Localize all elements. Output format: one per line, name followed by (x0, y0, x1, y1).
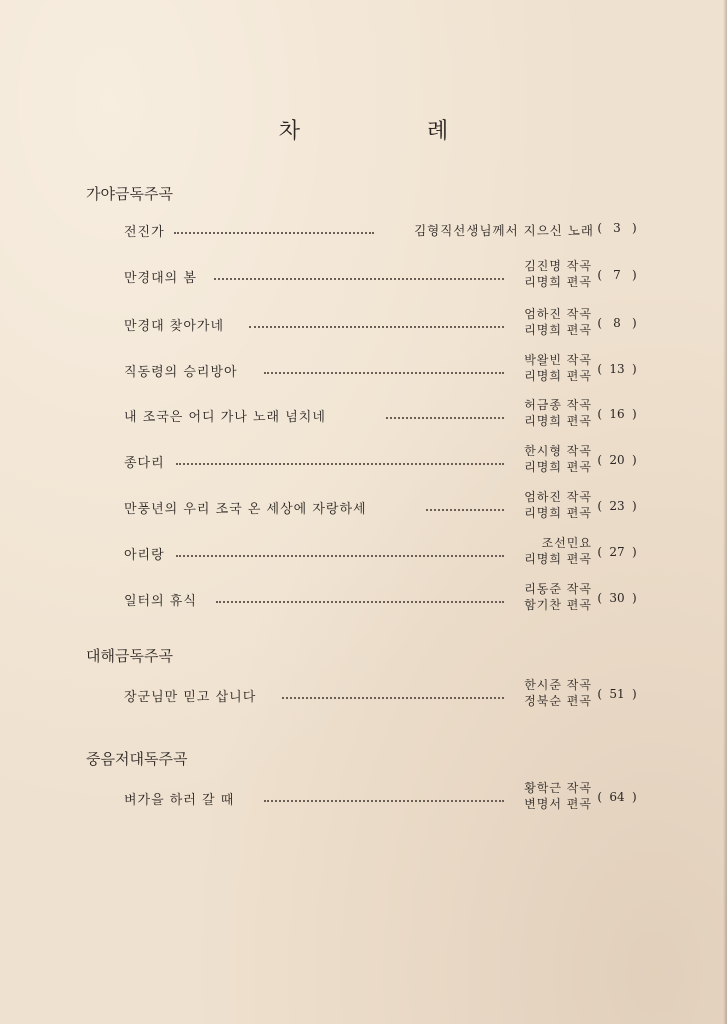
entry-title: 직동령의 승리방아 (124, 365, 238, 380)
entry-title: 만경대의 봄 (124, 271, 197, 286)
entry-page: ( 51 ) (597, 687, 637, 701)
dot-leader (176, 555, 504, 557)
dot-leader (176, 463, 504, 465)
entry-credits: 황학근 작곡 변명서 편곡 (524, 781, 592, 811)
entry-credits: 한시준 작곡 정북순 편곡 (524, 678, 592, 708)
entry-credits: 리동준 작곡 함기찬 편곡 (524, 582, 592, 612)
dot-leader (264, 800, 504, 802)
entry-credits: 허금종 작곡 리명희 편곡 (524, 398, 592, 428)
entry-credits: 박왈빈 작곡 리명희 편곡 (524, 353, 592, 383)
entry-credits: 한시형 작곡 리명희 편곡 (524, 444, 592, 474)
toc-entry[interactable] (124, 489, 644, 523)
entry-credits: 엄하진 작곡 리명희 편곡 (524, 307, 592, 337)
entry-page: ( 16 ) (597, 407, 637, 421)
dot-leader (174, 232, 374, 234)
entry-page: ( 3 ) (597, 221, 637, 235)
entry-page: ( 64 ) (597, 790, 637, 804)
dot-leader (214, 278, 504, 280)
section-heading-jungeumjeodae: 중음저대독주곡 (86, 750, 188, 768)
entry-title: 만경대 찾아가네 (124, 319, 225, 334)
dot-leader (282, 697, 504, 699)
entry-title: 전진가 (124, 225, 165, 240)
entry-page: ( 20 ) (597, 453, 637, 467)
page-edge-shadow (723, 0, 727, 1024)
entry-title: 내 조국은 어디 가나 노래 넘치네 (124, 410, 326, 425)
dot-leader (264, 372, 504, 374)
section-heading-daehaegeum: 대해금독주곡 (86, 647, 173, 665)
entry-credits: 조선민요 리명희 편곡 (524, 536, 592, 566)
entry-page: ( 30 ) (597, 591, 637, 605)
entry-title: 만풍년의 우리 조국 온 세상에 자랑하세 (124, 502, 367, 517)
entry-credits: 엄하진 작곡 리명희 편곡 (524, 490, 592, 520)
toc-entry[interactable] (124, 352, 644, 386)
toc-entry[interactable] (124, 258, 644, 292)
toc-entry[interactable] (124, 306, 644, 340)
toc-entry[interactable] (124, 218, 644, 252)
entry-title: 아리랑 (124, 548, 165, 563)
entry-title: 일터의 휴식 (124, 594, 197, 609)
dot-leader (386, 417, 504, 419)
entry-credit: 김형직선생님께서 지으신 노래 (414, 223, 594, 238)
entry-credits: 김진명 작곡 리명희 편곡 (524, 259, 592, 289)
toc-entry[interactable] (124, 535, 644, 569)
dot-leader (249, 326, 504, 328)
entry-page: ( 7 ) (597, 268, 637, 282)
dot-leader (216, 601, 504, 603)
page-title: 차 례 (278, 119, 509, 144)
entry-title: 벼가을 하러 갈 때 (124, 793, 235, 808)
toc-entry[interactable] (124, 397, 644, 431)
entry-title: 종다리 (124, 456, 165, 471)
toc-entry[interactable] (124, 443, 644, 477)
dot-leader (426, 509, 504, 511)
toc-entry[interactable] (124, 780, 644, 814)
toc-entry[interactable] (124, 677, 644, 711)
section-heading-gayageum: 가야금독주곡 (86, 185, 173, 203)
entry-page: ( 27 ) (597, 545, 637, 559)
entry-page: ( 23 ) (597, 499, 637, 513)
entry-title: 장군님만 믿고 삽니다 (124, 690, 257, 705)
toc-entry[interactable] (124, 581, 644, 615)
entry-page: ( 8 ) (597, 316, 637, 330)
entry-page: ( 13 ) (597, 362, 637, 376)
